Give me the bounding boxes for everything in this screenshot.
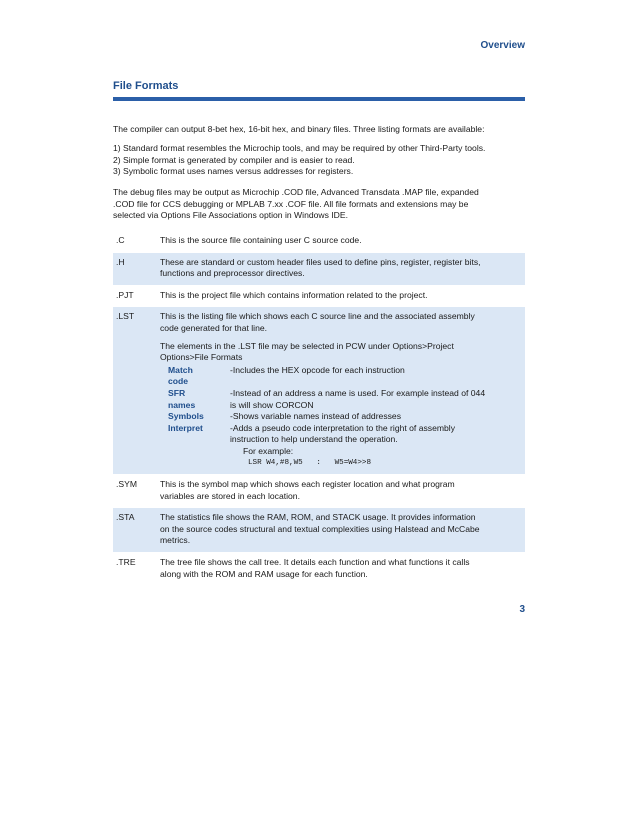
debug-paragraph [113,187,525,222]
table-row [113,508,525,553]
file-description [157,307,525,475]
file-extension: .SYM [113,475,157,508]
description-line: along with the ROM and RAM usage for each function. [160,568,368,579]
lst-option [168,423,521,446]
description-line: The tree file shows the call tree. It details each function and what functions it calls [160,557,470,568]
option-description-line: is will show CORCON [230,399,314,410]
description-line: code generated for that line. [160,322,268,333]
file-description [157,285,525,307]
option-name-line: Match [168,364,193,375]
option-description-line: -Instead of an address a name is used. For example instead of 044 [230,387,486,398]
description-line: This is the source file containing user C source code. [160,235,362,245]
option-name [168,388,230,411]
description-line: This is the symbol map which shows each register location and what program [160,479,455,490]
table-row [113,252,525,285]
lst-options-intro [160,341,521,364]
description-line: This is the project file which contains information related to the project. [160,289,428,300]
option-description-line: -Shows variable names instead of addresses [230,411,402,422]
example-code: LSR W4,#8,W5 : W5=W4>>8 [248,458,372,467]
file-description [157,553,525,586]
file-formats-table [113,231,525,585]
description-line: The statistics file shows the RAM, ROM, and STACK usage. It provides information [160,512,476,523]
option-name-line: Symbols [168,411,204,422]
file-description [157,252,525,285]
listing-format-item: 1) Standard format resembles the Microchip tools, and may be required by other Third-Party tools. [113,143,486,153]
option-name [168,411,230,423]
page-title: File Formats [113,80,179,92]
option-description-line: instruction to help understand the operation. [230,434,398,445]
option-name-line: code [168,376,189,387]
file-description [157,475,525,508]
table-row [113,553,525,586]
description-line: The elements in the .LST file may be selected in PCW under Options>Project [160,340,454,351]
debug-line: selected via Options File Associations option in Windows IDE. [113,210,349,221]
description-line: This is the listing file which shows each C source line and the associated assembly [160,311,475,322]
description-line: on the source codes structural and textual complexities using Halstead and McCabe [160,523,480,534]
description-line: metrics. [160,535,191,546]
option-description-line: -Includes the HEX opcode for each instruction [230,364,405,375]
table-row [113,285,525,307]
listing-format-item: 2) Simple format is generated by compiler and is easier to read. [113,154,355,165]
description-line: variables are stored in each location. [160,490,300,501]
lst-option [168,411,521,423]
file-extension: .C [116,235,125,245]
file-extension: .H [113,252,157,285]
listing-formats-list [113,143,525,178]
table-row [113,231,525,252]
debug-line: .COD file for CCS debugging or MPLAB 7.xx .COF file. All file formats and extensions may be [113,198,469,209]
page-number: 3 [519,604,525,615]
file-extension: .STA [113,508,157,553]
option-name-line: SFR [168,387,186,398]
option-name [168,365,230,388]
lst-options-list [168,365,521,469]
option-name-line: names [168,399,196,410]
description-line: functions and preprocessor directives. [160,268,305,279]
section-header: Overview [480,40,525,51]
example-label: For example: [243,445,294,456]
description-line: These are standard or custom header files used to define pins, register, register bits, [160,256,481,267]
title-divider [113,97,525,101]
table-row [113,307,525,475]
lst-option [168,365,521,388]
file-extension: .PJT [113,285,157,307]
option-description [230,411,521,423]
table-row [113,475,525,508]
file-extension: .TRE [113,553,157,586]
debug-line: The debug files may be output as Microchip .COD file, Advanced Transdata .MAP file, expanded [113,187,479,197]
lst-option [168,388,521,411]
listing-format-item: 3) Symbolic format uses names versus addresses for registers. [113,166,354,177]
option-description-line: -Adds a pseudo code interpretation to the right of assembly [230,422,456,433]
file-description [157,508,525,553]
option-description [230,423,521,446]
option-description [230,365,521,388]
option-description [230,388,521,411]
option-name [168,423,230,446]
file-description [157,231,525,252]
file-extension: .LST [113,307,157,475]
option-name-line: Interpret [168,422,203,433]
description-line: Options>File Formats [160,352,243,363]
intro-paragraph: The compiler can output 8-bet hex, 16-bit hex, and binary files. Three listing formats are available: [113,124,485,134]
